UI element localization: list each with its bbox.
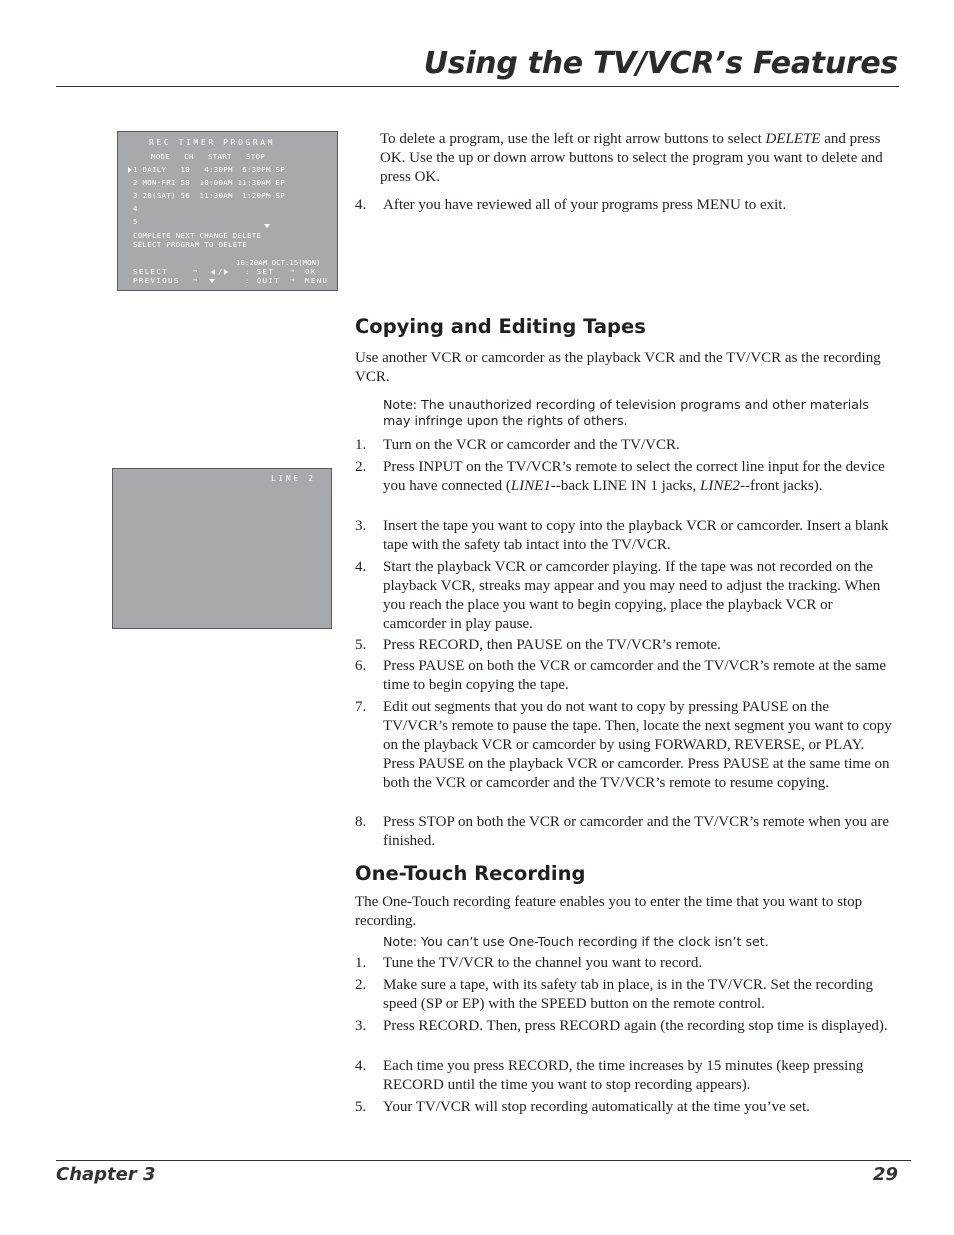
header-rule <box>56 86 899 87</box>
quit-label: : QUIT <box>245 276 281 285</box>
copying-note: Note: The unauthorized recording of television programs and other materials may infringe upon the rights of others. <box>383 397 869 428</box>
right-arrow-icon: → <box>290 275 295 284</box>
one-touch-note: Note: You can’t use One-Touch recording if the clock isn’t set. <box>383 934 769 949</box>
page-title: Using the TV/VCR’s Features <box>423 46 898 81</box>
footer-chapter: Chapter 3 <box>56 1164 156 1185</box>
page-number: 29 <box>872 1164 898 1185</box>
rec-timer-row: 1 DAILY 10 4:30PM 6:30PM SP <box>133 165 285 174</box>
one-touch-intro: The One-Touch recording feature enables you to enter the time that you want to stop recording. <box>355 894 863 929</box>
right-arrow-icon: → <box>193 266 198 275</box>
copying-intro: Use another VCR or camcorder as the playback VCR and the TV/VCR as the recording VCR. <box>355 350 881 385</box>
down-triangle-icon <box>209 279 215 283</box>
rec-timer-instruction: COMPLETE NEXT CHANGE DELETE <box>133 231 262 240</box>
left-triangle-icon <box>211 269 215 275</box>
rec-timer-instruction: SELECT PROGRAM TO DELETE <box>133 240 247 249</box>
section-heading-copying: Copying and Editing Tapes <box>355 315 646 338</box>
rec-timer-title: REC TIMER PROGRAM <box>149 138 276 147</box>
line-input-label: LINE 2 <box>271 474 316 483</box>
select-label: SELECT <box>133 267 169 276</box>
right-arrow-icon: → <box>193 275 198 284</box>
set-label: : SET <box>245 267 275 276</box>
right-triangle-icon <box>224 269 228 275</box>
menu-label: MENU <box>305 276 329 285</box>
scroll-down-icon <box>264 224 270 228</box>
delete-term: DELETE <box>765 131 821 147</box>
section-heading-one-touch: One-Touch Recording <box>355 862 586 885</box>
footer-rule <box>56 1160 911 1161</box>
rec-timer-row: 5 <box>133 217 138 226</box>
rec-timer-clock: 10:20AM OCT.15(MON) <box>236 258 321 267</box>
previous-label: PREVIOUS <box>133 276 180 285</box>
selected-row-arrow-icon <box>128 167 132 173</box>
rec-timer-row: 2 MON-FRI 58 10:00AM 11:30AM EP <box>133 178 285 187</box>
slash-glyph: / <box>218 267 223 276</box>
right-arrow-icon: → <box>290 266 295 275</box>
ok-label: OK <box>305 267 317 276</box>
delete-instructions: To delete a program, use the left or right arrow buttons to select DELETE and press OK. Use the up or down arrow buttons to select the program you want to delete and press OK. <box>380 131 883 185</box>
rec-timer-columns: MODE CH START STOP <box>151 152 265 161</box>
rec-timer-screen <box>117 131 338 291</box>
rec-timer-row: 3 20(SAT) 56 11:30AM 1:20PM SP <box>133 191 285 200</box>
line-input-screen <box>112 468 332 629</box>
rec-timer-row: 4 <box>133 204 138 213</box>
